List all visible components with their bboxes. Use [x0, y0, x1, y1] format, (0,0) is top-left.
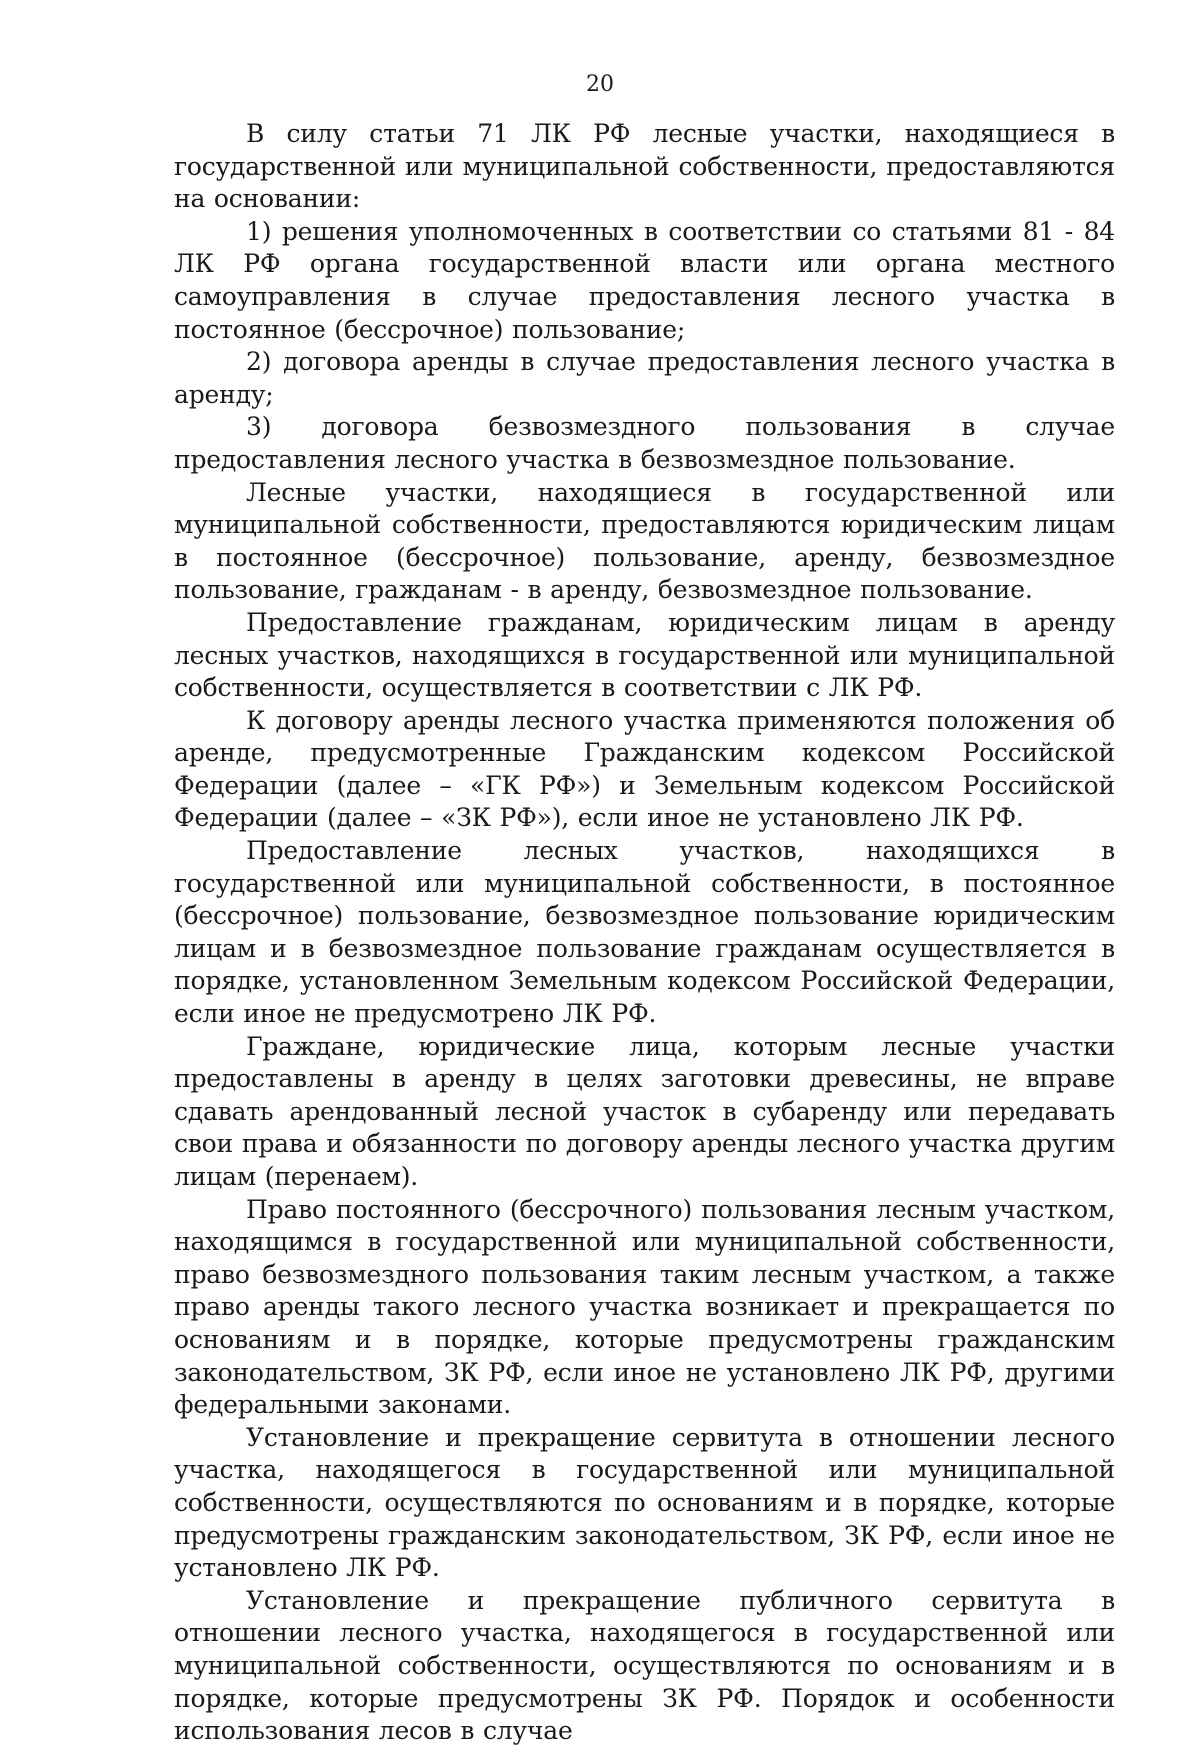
- paragraph-article-71-intro: В силу статьи 71 ЛК РФ лесные участки, находящиеся в государственной или муниципальной собственности, предоставляются на основании:: [174, 119, 1115, 214]
- paragraph-list-item-2: 2) договора аренды в случае предоставления лесного участка в аренду;: [174, 347, 1115, 409]
- paragraph-legal-entities: Лесные участки, находящиеся в государственной или муниципальной собственности, предоставляются юридическим лицам в постоянное (бессрочное) пользование, аренду, безвозмездное пользование, гражданам - в аренду, безвозмездное пользование.: [174, 477, 1115, 605]
- paragraph-right-of-use: Право постоянного (бессрочного) пользования лесным участком, находящимся в государственной или муниципальной собственности, право безвозмездного пользования таким лесным участком, а также право аренды такого лесного участка возникает и прекращается по основаниям и в порядке, которые предусмотрены гражданским законодательством, ЗК РФ, если иное не установлено ЛК РФ, другими федеральными законами.: [174, 1194, 1115, 1420]
- paragraph-permanent-use: Предоставление лесных участков, находящихся в государственной или муниципальной собственности, в постоянное (бессрочное) пользование, безвозмездное пользование юридическим лицам и в безвозмездное пользование гражданам осуществляется в порядке, установленном Земельным кодексом Российской Федерации, если иное не предусмотрено ЛК РФ.: [174, 836, 1115, 1029]
- paragraph-sublease-prohibition: Граждане, юридические лица, которым лесные участки предоставлены в аренду в целях заготовки древесины, не вправе сдавать арендованный лесной участок в субаренду или передавать свои права и обязанности по договору аренды лесного участка другим лицам (перенаем).: [174, 1031, 1115, 1191]
- paragraph-public-servitude: Установление и прекращение публичного сервитута в отношении лесного участка, находящегося в государственной или муниципальной собственности, осуществляются по основаниям и в порядке, которые предусмотрены ЗК РФ. Порядок и особенности использования лесов в случае: [174, 1585, 1115, 1746]
- document-body: [174, 118, 1115, 1748]
- paragraph-list-item-1: 1) решения уполномоченных в соответствии со статьями 81 - 84 ЛК РФ органа государственной власти или органа местного самоуправления в случае предоставления лесного участка в постоянное (бессрочное) пользование;: [174, 216, 1115, 344]
- page-number: 20: [586, 72, 614, 97]
- paragraph-list-item-3: 3) договора безвозмездного пользования в случае предоставления лесного участка в безвозмездное пользование.: [174, 412, 1115, 474]
- paragraph-lease-contract: К договору аренды лесного участка применяются положения об аренде, предусмотренные Гражданским кодексом Российской Федерации (далее – «ГК РФ») и Земельным кодексом Российской Федерации (далее – «ЗК РФ»), если иное не установлено ЛК РФ.: [174, 705, 1115, 833]
- paragraph-lease-provision: Предоставление гражданам, юридическим лицам в аренду лесных участков, находящихся в государственной или муниципальной собственности, осуществляется в соответствии с ЛК РФ.: [174, 607, 1115, 703]
- paragraph-servitude: Установление и прекращение сервитута в отношении лесного участка, находящегося в государственной или муниципальной собственности, осуществляются по основаниям и в порядке, которые предусмотрены гражданским законодательством, ЗК РФ, если иное не установлено ЛК РФ.: [174, 1422, 1115, 1583]
